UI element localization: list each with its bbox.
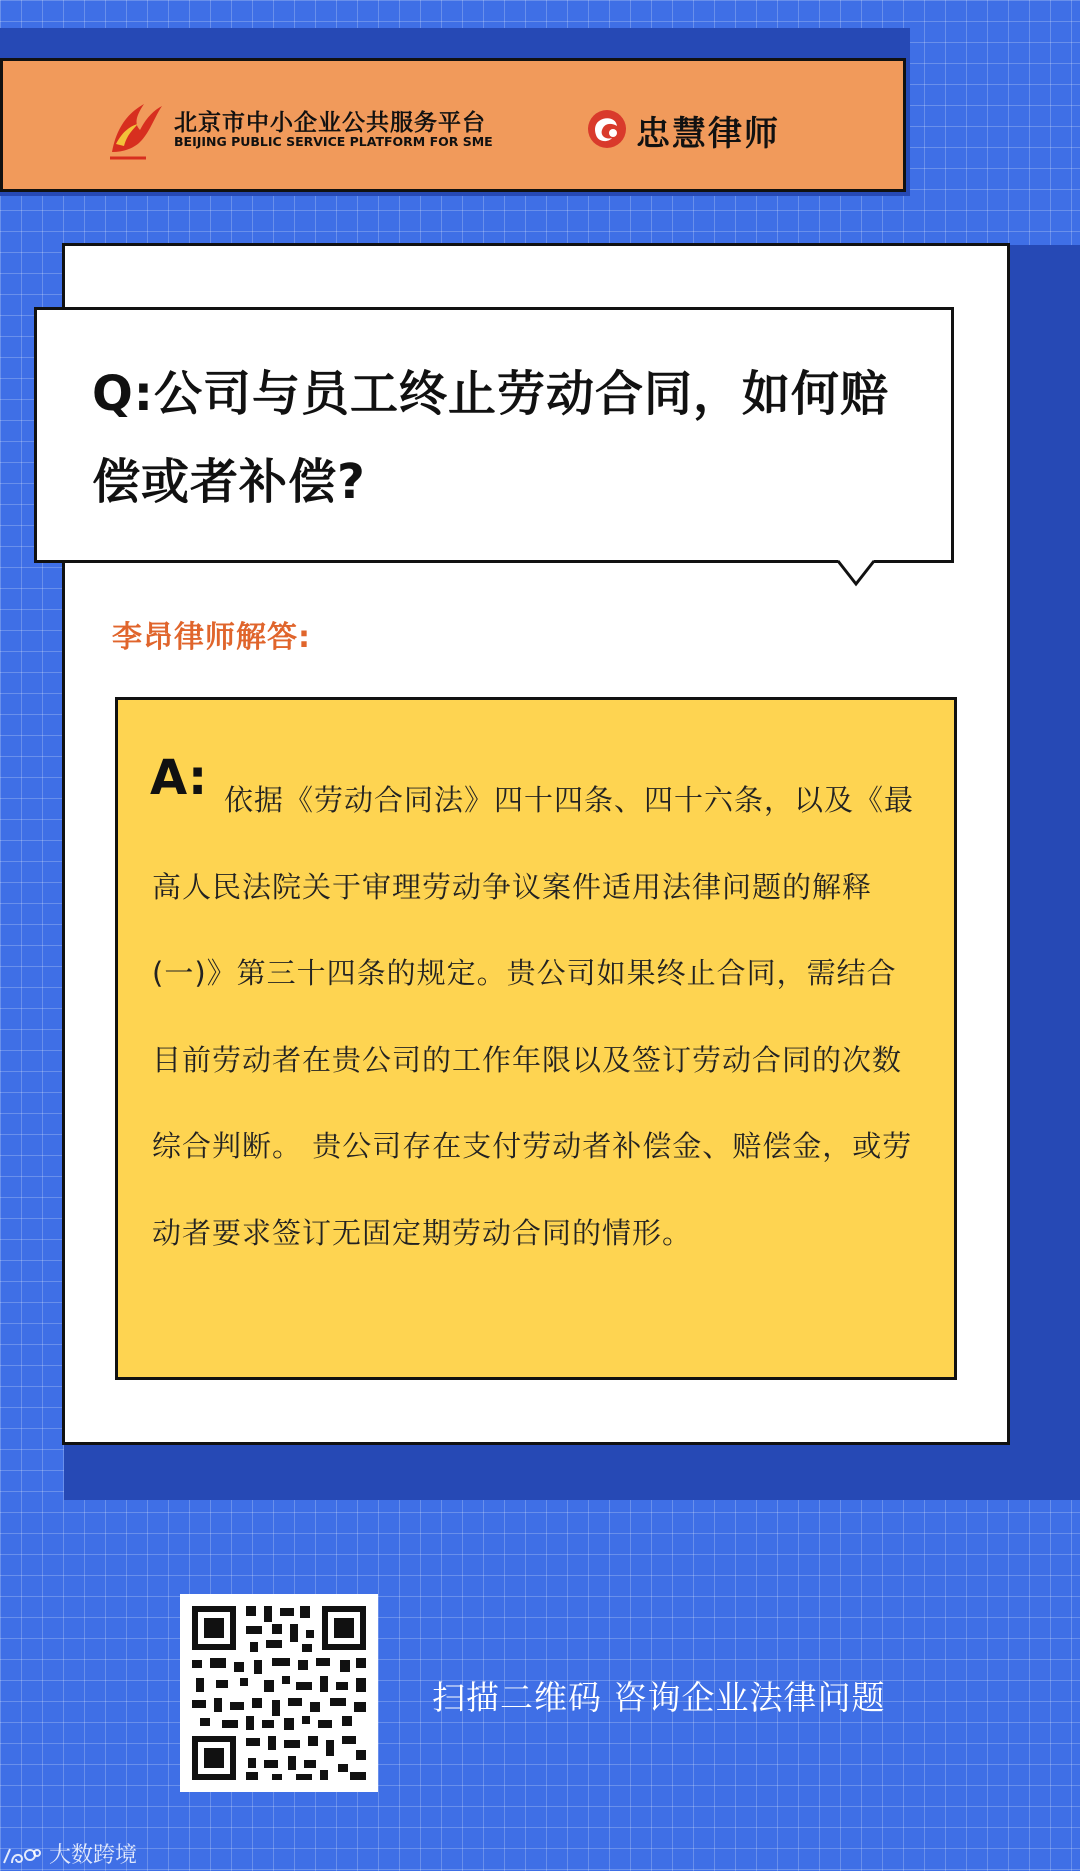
qr-code[interactable] [180,1594,378,1792]
answer-text: 依据《劳动合同法》四十四条、四十六条，以及《最高人民法院关于审理劳动争议案件适用法律问题的解释(一)》第三十四条的规定。贵公司如果终止合同，需结合目前劳动者在贵公司的工作年限以及签订劳动合同的次数综合判断。 贵公司存在支付劳动者补偿金、赔偿金，或劳动者要求签订无固定期劳动合同的情形。 [152,783,915,1250]
bubble-tail-icon [836,560,876,588]
watermark-logo-icon [2,1845,42,1865]
watermark [2,1838,137,1869]
platform-name: 北京市中小企业公共服务平台 [174,110,486,136]
qr-call-to-action: 扫描二维码 咨询企业法律问题 [432,1678,886,1717]
answer-text-block [152,757,922,1276]
card-shadow-bottom [64,1440,1080,1500]
law-firm-name: 忠慧律师 [636,114,780,154]
platform-subtitle: BEIJING PUBLIC SERVICE PLATFORM FOR SME [174,134,493,149]
watermark-text: 大数跨境 [49,1843,138,1868]
card-shadow-right [1006,245,1080,1500]
question-text: Q:公司与员工终止劳动合同，如何赔偿或者补偿? [92,366,890,510]
answer-label: 李昂律师解答: [112,620,311,655]
qr-code-icon [180,1594,378,1792]
sme-platform-logo [106,92,164,162]
answer-prefix: A: [150,750,208,806]
law-firm-logo [586,108,628,150]
